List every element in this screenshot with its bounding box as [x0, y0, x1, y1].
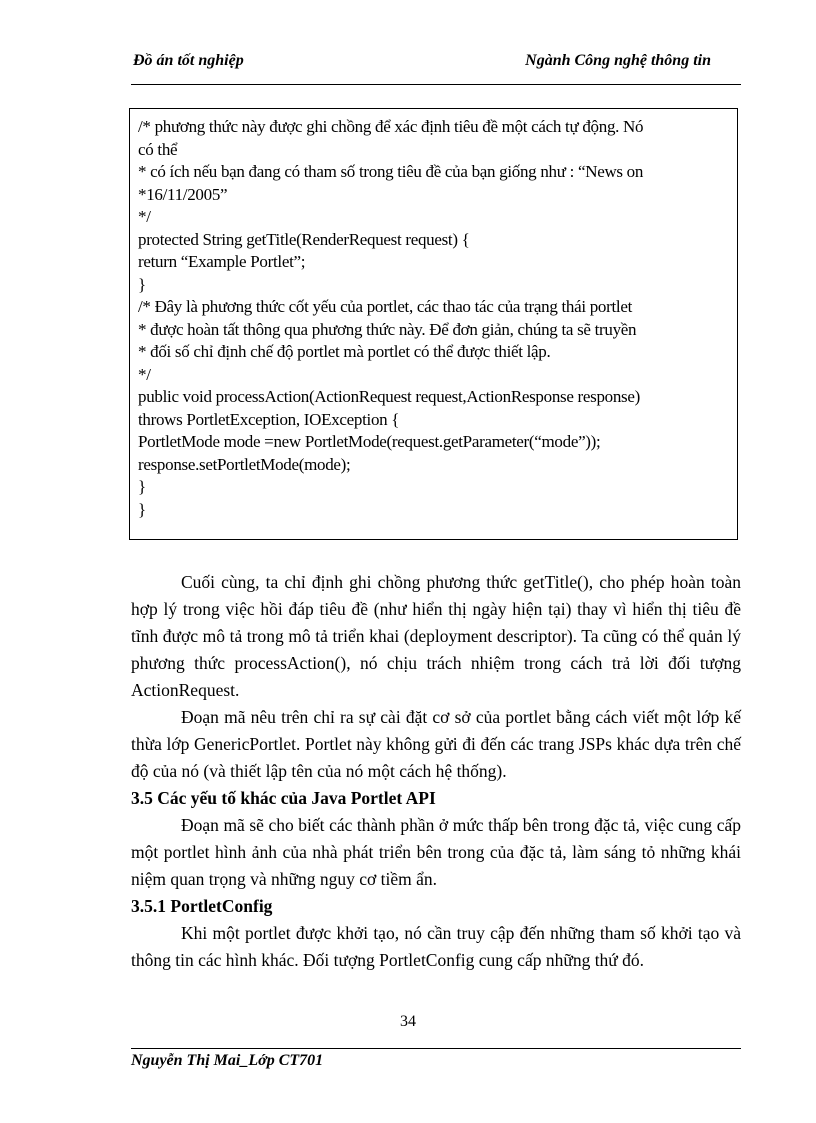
body-text	[131, 569, 741, 974]
code-line: }	[138, 477, 146, 496]
code-line: có thể	[138, 139, 178, 159]
code-line: response.setPortletMode(mode);	[138, 454, 351, 474]
code-line: * đối số chỉ định chế độ portlet mà portlet có thể được thiết lập.	[138, 342, 551, 361]
header-left-title: Đồ án tốt nghiệp	[133, 52, 244, 69]
code-line: PortletMode mode =new PortletMode(request.getParameter(“mode”));	[138, 432, 601, 451]
code-line: * được hoàn tất thông qua phương thức này. Để đơn giản, chúng ta sẽ truyền	[138, 319, 637, 339]
code-line: return “Example Portlet”;	[138, 252, 306, 271]
page-header	[131, 50, 741, 85]
footer-author: Nguyễn Thị Mai_Lớp CT701	[131, 1052, 324, 1069]
code-line: /* phương thức này được ghi chồng để xác định tiêu đề một cách tự động. Nó	[138, 117, 644, 136]
paragraph-section-3-5: Đoạn mã sẽ cho biết các thành phần ở mức thấp bên trong đặc tả, việc cung cấp một portlet hình ảnh của nhà phát triển bên trong của đặc tả, làm sáng tỏ những khái niệm quan trọng và những nguy cơ tiềm ẩn.	[131, 815, 741, 889]
code-line: }	[138, 274, 146, 294]
paragraph-genericportlet: Đoạn mã nêu trên chỉ ra sự cài đặt cơ sở của portlet bằng cách viết một lớp kế thừa lớp GenericPortlet. Portlet này không gửi đi đến các trang JSPs khác dựa trên chế độ của nó (và thiết lập tên của nó một cách hệ thống).	[131, 707, 741, 781]
section-heading-3-5: 3.5 Các yếu tố khác của Java Portlet API	[131, 788, 436, 808]
section-heading-3-5-1: 3.5.1 PortletConfig	[131, 896, 273, 916]
header-right-title: Ngành Công nghệ thông tin	[525, 52, 711, 69]
code-line: /* Đây là phương thức cốt yếu của portlet, các thao tác của trạng thái portlet	[138, 297, 632, 316]
code-line: throws PortletException, IOException {	[138, 409, 400, 429]
code-line: *16/11/2005”	[138, 184, 228, 204]
paragraph-gettitle: Cuối cùng, ta chỉ định ghi chồng phương thức getTitle(), cho phép hoàn toàn hợp lý trong việc hồi đáp tiêu đề (như hiển thị ngày hiện tại) thay vì hiển thị tiêu đề tĩnh được mô tả trong mô tả triển khai (deployment descriptor). Ta cũng có thể quản lý phương thức processAction(), nó chịu trách nhiệm trong cách trả lời đối tượng ActionRequest.	[131, 572, 741, 700]
code-line: * có ích nếu bạn đang có tham số trong tiêu đề của bạn giống như : “News on	[138, 162, 644, 181]
code-line: protected String getTitle(RenderRequest request) {	[138, 229, 470, 249]
paragraph-portletconfig: Khi một portlet được khởi tạo, nó cần truy cập đến những tham số khởi tạo và thông tin các hình khác. Đối tượng PortletConfig cung cấp những thứ đó.	[131, 923, 741, 970]
footer-divider	[131, 1048, 741, 1049]
code-line: */	[138, 207, 151, 226]
code-listing-box	[129, 108, 738, 540]
code-line: }	[138, 499, 146, 519]
code-line: public void processAction(ActionRequest request,ActionResponse response)	[138, 387, 640, 406]
code-line: */	[138, 364, 151, 384]
page-number: 34	[400, 1013, 416, 1030]
